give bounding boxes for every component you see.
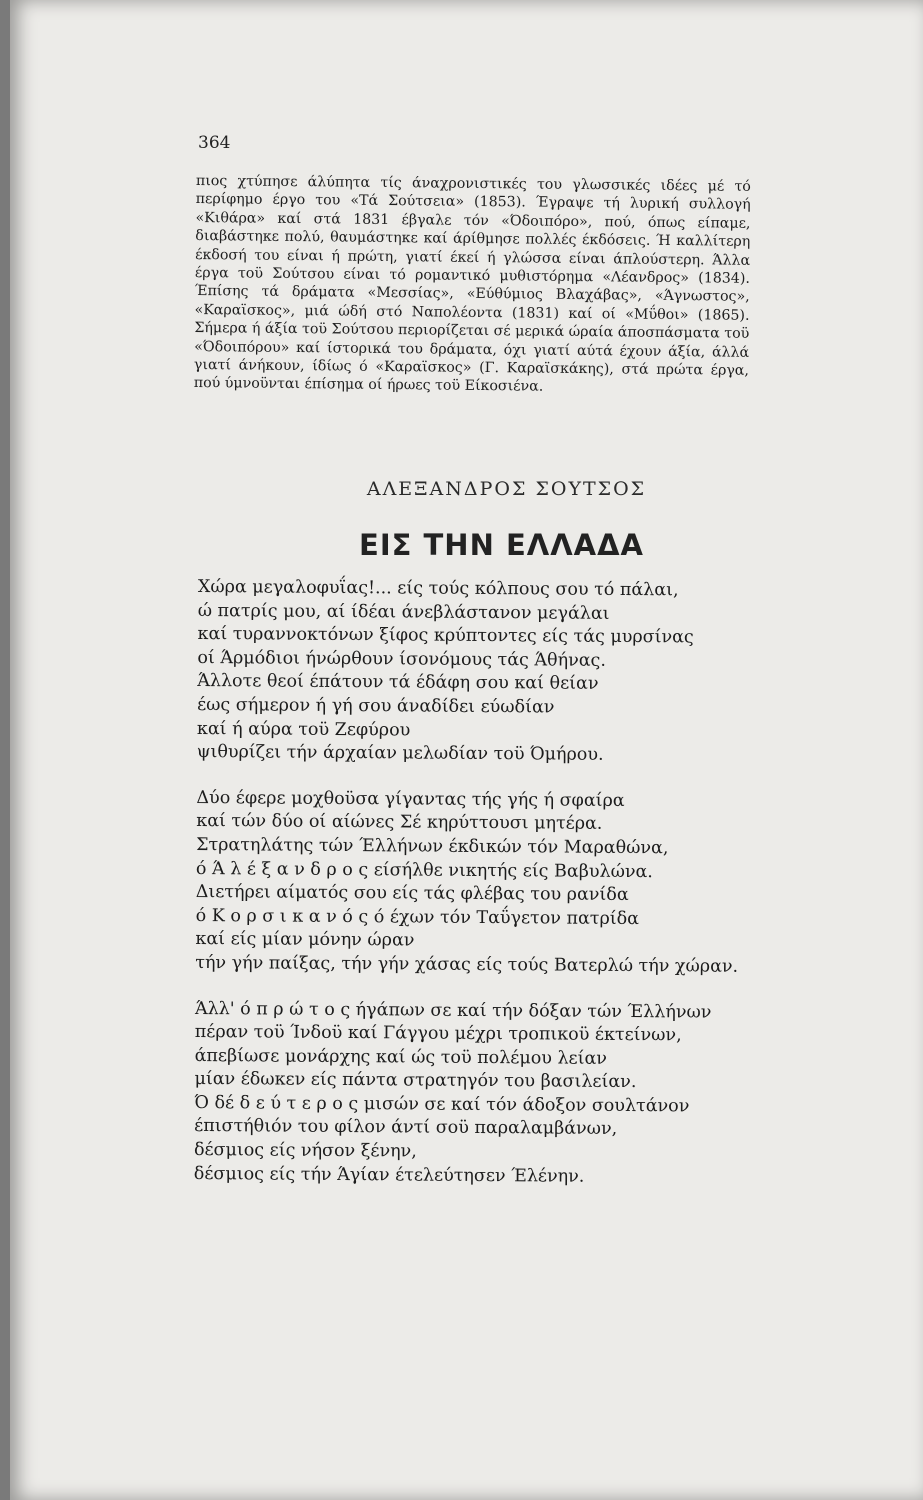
poem-title: ΕΙΣ ΤΗΝ ΕΛΛΑΔΑ [359, 528, 644, 562]
poem-line: καί τών δύο οί αίώνες Σέ κηρύττουσι μητέρα. [196, 811, 603, 835]
poem-line: Στρατηλάτης τών Έλλήνων έκδικών τόν Μαραθώνα, [196, 834, 669, 859]
poem-line: ό Ά λ έ ξ α ν δ ρ ο ς είσήλθε νικητής είς Βαβυλώνα. [195, 858, 653, 882]
page-number: 364 [198, 133, 231, 153]
stanza [194, 997, 795, 1190]
poem-line: πέραν τοϋ Ίνδοϋ καί Γάγγου μέχρι τροπικοϋ έκτείνων, [194, 1022, 682, 1046]
poem-line: καί είς μίαν μόνην ώραν [195, 929, 415, 951]
poem-line: οί Άρμόδιοι ήνώρθουν ίσονόμους τάς Άθήνας. [197, 647, 607, 671]
poem-line: δέσμιος είς νήσον ξένην, [193, 1140, 417, 1162]
poem-line: καί ή αύρα τοϋ Ζεφύρου [196, 718, 411, 741]
poem-line: δέσμιος είς τήν Άγίαν έτελεύτησεν Έλένην. [193, 1163, 585, 1187]
poem-line: ψιθυρίζει τήν άρχαίαν μελωδίαν τοϋ Όμήρου. [196, 742, 604, 765]
poem-line: Ό δέ δ ε ύ τ ε ρ ο ς μισών σε καί τόν άδοξον σουλτάνον [194, 1092, 690, 1117]
poem-line: καί τυραννοκτόνων ξίφος κρύπτοντες είς τάς μυρσίνας [197, 624, 694, 648]
poem-line: ό Κ ο ρ σ ι κ α ν ό ς ό έχων τόν Ταΰγετον πατρίδα [195, 905, 640, 929]
poem-line: τήν γήν παίξας, τήν γήν χάσας είς τούς Βατερλώ τήν χώραν. [195, 952, 739, 977]
poem-line: άπεβίωσε μονάρχης καί ώς τοϋ πολέμου λείαν [194, 1045, 608, 1069]
poem-line: μίαν έδωκεν είς πάντα στρατηγόν του βασιλείαν. [194, 1069, 637, 1093]
stanza [195, 787, 796, 980]
poem-body [194, 576, 798, 1212]
poem-line: Δύο έφερε μοχθοϋσα γίγαντας τής γής ή σφαίρα [196, 787, 625, 811]
poem-line: Άλλοτε θεοί έπάτουν τά έδάφη σου καί θείαν [197, 671, 599, 695]
poem-line: Χώρα μεγαλοφυΐας!... είς τούς κόλπους σου τό πάλαι, [197, 577, 679, 601]
poem-line: Διετήρει αίματός σου είς τάς φλέβας του ρανίδα [195, 882, 629, 906]
poem-author: ΑΛΕΞΑΝΔΡΟΣ ΣΟΥΤΣΟΣ [366, 478, 647, 500]
poem-line: ώ πατρίς μου, αί ίδέαι άνεβλάστανον μεγάλαι [197, 600, 610, 624]
prose-paragraph-block [194, 172, 751, 399]
poem-line: Άλλ' ό π ρ ώ τ ο ς ήγάπων σε καί τήν δόξαν τών Έλλήνων [194, 998, 712, 1023]
stanza [197, 576, 798, 769]
poem-line: έως σήμερον ή γή σου άναδίδει εύωδίαν [197, 694, 555, 718]
book-page [10, 0, 923, 1500]
prose-paragraph: πιος χτύπησε άλύπητα τίς άναχρονιστικές του γλωσσικές ιδέες μέ τό περίφημο έργο του «Τά Σούτσεια» (1853). Έγραψε τή λυρική συλλογή «Κιθάρα» καί στά 1831 έβγαλε τόν «Όδοιπόρο», πού, όπως είπαμε, διαβάστηκε πολύ, θαυμάστηκε καί άρίθμησε πολλές έκδόσεις. Ή καλλίτερη έκδοσή του είναι ή πρώτη, γιατί έκεί ή γλώσσα είναι άπλούστερη. Άλλα έργα τοϋ Σούτσου είναι τό ρομαντικό μυθιστόρημα «Λέανδρος» (1834). Έπίσης τά δράματα «Μεσσίας», «Εύθύμιος Βλαχάβας», «Άγνωστος», «Καραϊσκος», μιά ώδή στό Ναπολέοντα (1831) καί οί «Μΰθοι» (1865). Σήμερα ή άξία τοϋ Σούτσου περιορίζεται σέ μερικά ώραία άποσπάσματα τοϋ «Όδοιπόρου» καί ίστορικά του δράματα, όχι γιατί αύτά έχουν άξία, άλλά γιατί άνήκουν, ίδίως ό «Καραϊσκος» (Γ. Καραϊσκάκης), στά πρώτα έργα, πού ύμνοϋνται έπίσημα οί ήρωες τοϋ Είκοσιένα. [193, 172, 751, 396]
poem-line: έπιστήθιόν του φίλον άντί σοϋ παραλαμβάνων, [194, 1116, 618, 1140]
